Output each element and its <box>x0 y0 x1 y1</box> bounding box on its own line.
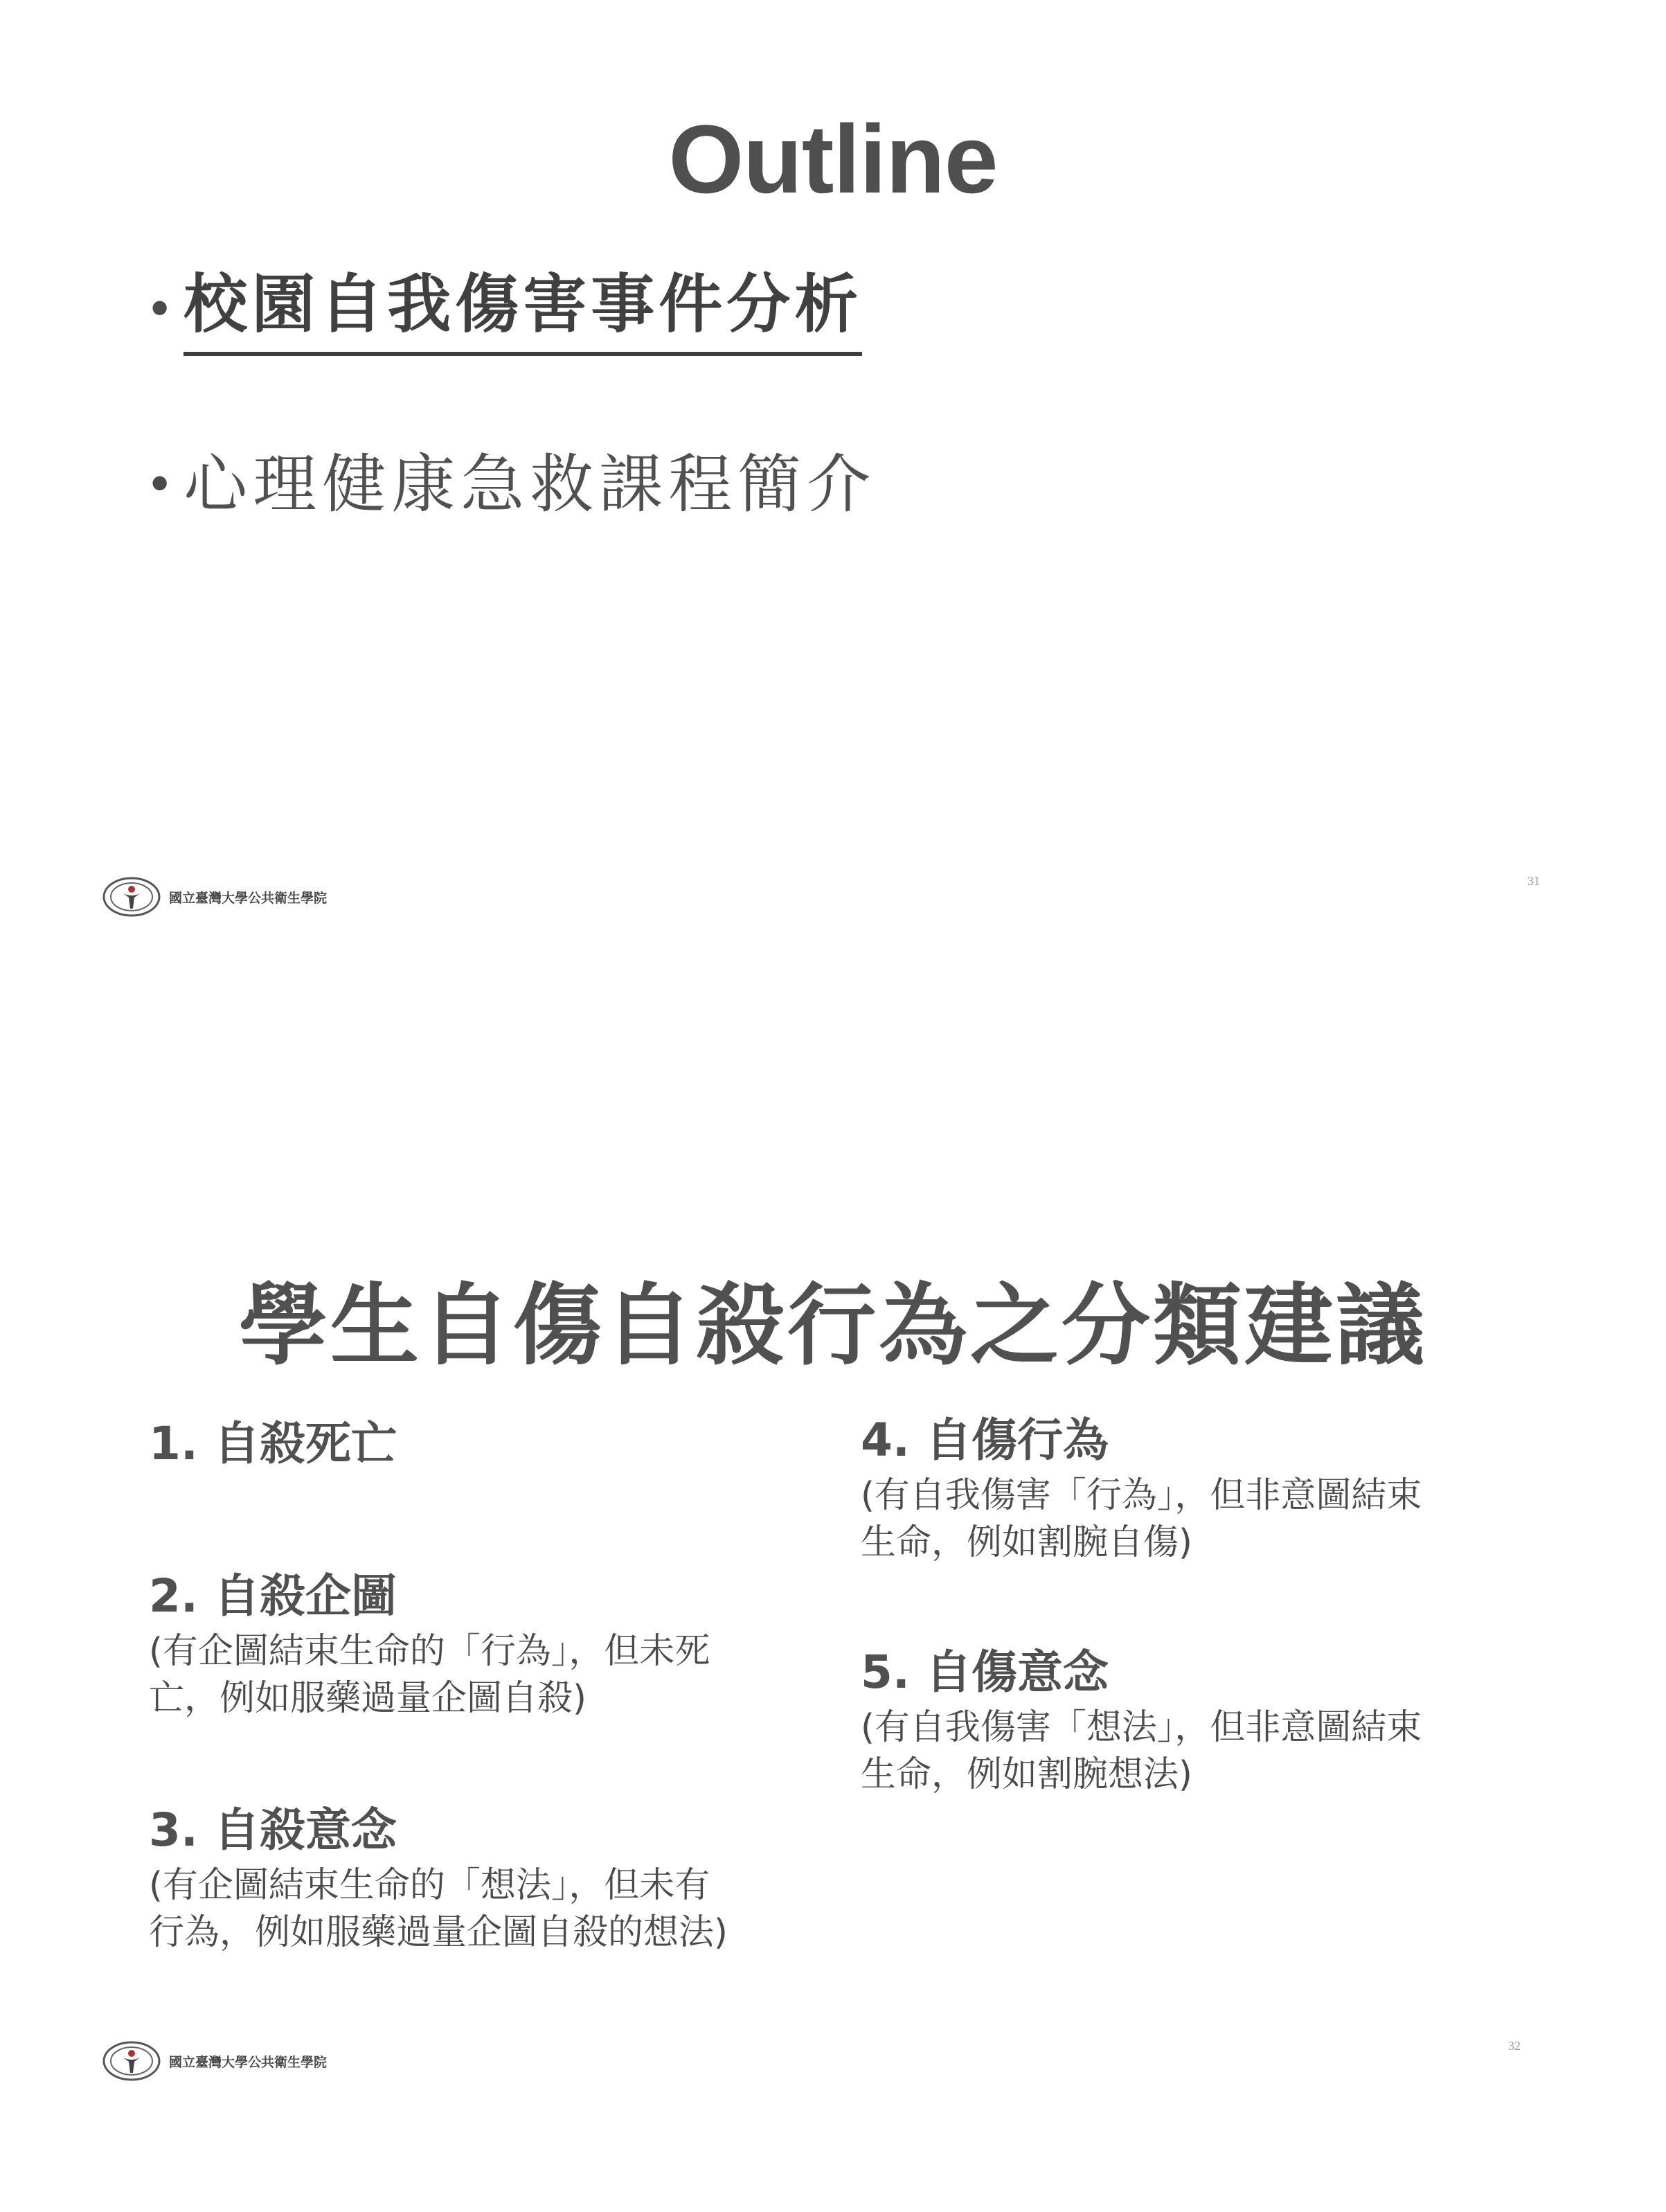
category-description <box>149 1628 710 1722</box>
category-item <box>149 1803 728 1956</box>
category-heading: 2. 自殺企圖 <box>149 1569 397 1623</box>
category-description <box>149 1862 728 1956</box>
bullet-text: 心理健康急救課程簡介 <box>183 447 877 521</box>
slide-31 <box>0 0 1666 1053</box>
bullet-icon: • <box>145 281 174 338</box>
description-line: 行為，例如服藥過量企圖自殺的想法) <box>149 1912 728 1953</box>
footer-org-name: 國立臺灣大學公共衛生學院 <box>169 890 328 906</box>
description-line: 亡，例如服藥過量企圖自殺) <box>149 1678 586 1719</box>
description-line: (有企圖結束生命的「想法」，但未有 <box>149 1865 710 1906</box>
description-line: 生命，例如割腕想法) <box>861 1754 1192 1795</box>
category-heading: 1. 自殺死亡 <box>149 1417 397 1470</box>
bullet-item <box>145 263 862 356</box>
bullet-item <box>145 443 876 526</box>
category-item <box>861 1645 1422 1799</box>
category-item <box>149 1416 397 1472</box>
college-seal-icon <box>102 877 161 917</box>
category-item <box>861 1413 1422 1567</box>
footer-org-name: 國立臺灣大學公共衛生學院 <box>169 2054 328 2070</box>
slide-title: Outline <box>668 105 998 213</box>
bullet-icon: • <box>145 456 174 513</box>
description-line: 生命，例如割腕自傷) <box>861 1522 1192 1563</box>
description-line: (有自我傷害「想法」，但非意圖結束 <box>861 1707 1422 1748</box>
college-seal-icon <box>102 2041 161 2081</box>
bullet-text: 校園自我傷害事件分析 <box>183 263 862 356</box>
page-number: 32 <box>1508 2039 1521 2053</box>
category-heading: 4. 自傷行為 <box>861 1413 1109 1467</box>
category-item <box>149 1569 710 1722</box>
description-line: (有自我傷害「行為」，但非意圖結束 <box>861 1475 1422 1516</box>
page-number: 31 <box>1528 874 1540 888</box>
category-description <box>861 1704 1422 1799</box>
category-heading: 5. 自傷意念 <box>861 1645 1109 1699</box>
slide-32 <box>0 1053 1666 2212</box>
category-heading: 3. 自殺意念 <box>149 1803 397 1857</box>
footer-logo <box>102 2041 327 2081</box>
slide-title: 學生自傷自殺行為之分類建議 <box>238 1274 1427 1377</box>
footer-logo <box>102 877 327 917</box>
category-description <box>861 1472 1422 1567</box>
description-line: (有企圖結束生命的「行為」，但未死 <box>149 1631 710 1672</box>
